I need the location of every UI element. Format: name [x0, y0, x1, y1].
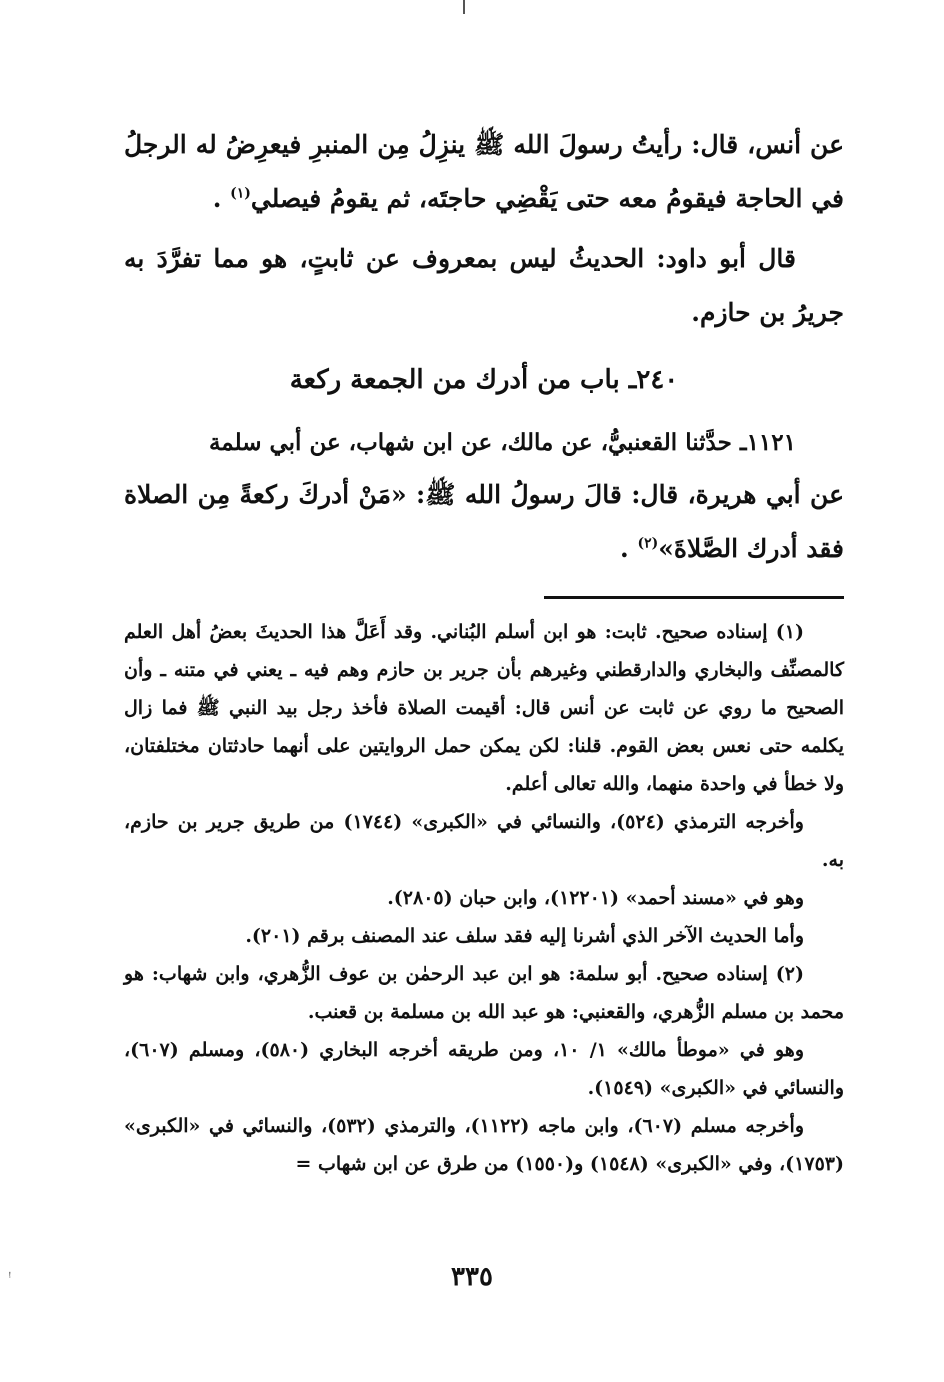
page-number: ٣٣٥	[451, 1262, 493, 1292]
footnotes	[124, 613, 844, 1183]
hadith-paragraph-2	[124, 468, 844, 576]
footnote-divider	[544, 596, 844, 599]
hadith-2-end: .	[620, 534, 629, 563]
chapter-title: ٢٤٠ـ باب من أدرك من الجمعة ركعة	[289, 365, 679, 395]
footnote-1-musnad: وهو في «مسند أحمد» (١٢٢٠١)، وابن حبان (٢٨٠٥).	[387, 887, 804, 909]
footnote-1-main: (١) إسناده صحيح. ثابت: هو ابن أسلم البُناني. وقد أَعَلَّ هذا الحديثَ بعضُ أهل العلم كالمصنِّف والبخاري والدارقطني وغيرهم بأن جرير بن حازم وهم فيه ـ يعني في متنه ـ وأن الصحيح ما روي عن ثابت عن أنس قال: أقيمت الصلاة فأخذ رجل بيد النبي ﷺ فما زال يكلمه حتى نعس بعض القوم. قلنا: لكن يمكن حمل الروايتين على أنهما حادثتان مختلفتان، ولا خطأ في واحدة منهما، والله تعالى أعلم.	[124, 621, 844, 795]
scan-mark	[463, 0, 465, 14]
footnote-2-muwatta: وهو في «موطأ مالك» ١/ ١٠، ومن طريقه أخرجه البخاري (٥٨٠)، ومسلم (٦٠٧)، والنسائي في «الكبرى» (١٥٤٩).	[124, 1039, 844, 1099]
footnote-1-sources: وأخرجه الترمذي (٥٢٤)، والنسائي في «الكبرى» (١٧٤٤) من طريق جرير بن حازم، به.	[124, 811, 844, 871]
hadith-2-text: عن أبي هريرة، قال: قالَ رسولُ الله ﷺ: «مَنْ أدركَ ركعةً مِن الصلاة فقد أدرك الصَّلاةَ»	[124, 480, 844, 563]
abu-dawud-comment: قال أبو داود: الحديثُ ليس بمعروف عن ثابتٍ، هو مما تفرَّدَ به جريرُ بن حازم.	[124, 244, 844, 327]
footnote-1-other: وأما الحديث الآخر الذي أشرنا إليه فقد سلف عند المصنف برقم (٢٠١).	[245, 925, 804, 947]
footnote-ref-2: (٢)	[637, 535, 659, 552]
hadith-chain: ١١٢١ـ حدَّثنا القعنبيُّ، عن مالك، عن ابن شهاب، عن أبي سلمة	[208, 429, 796, 456]
footnote-ref-1: (١)	[230, 185, 251, 202]
footnote-2-main: (٢) إسناده صحيح. أبو سلمة: هو ابن عبد الرحمٰن بن عوف الزُّهري، وابن شهاب: هو محمد بن مسلم الزُّهري، والقعنبي: هو عبد الله بن مسلمة بن قعنب.	[124, 963, 844, 1023]
page-content	[124, 118, 844, 1183]
hadith-paragraph-1	[124, 118, 844, 226]
hadith-1-end: .	[212, 184, 222, 213]
scan-edge-mark: ꜝ	[8, 1270, 12, 1286]
hadith-1-text: عن أنس، قال: رأيتُ رسولَ الله ﷺ ينزِلُ مِن المنبرِ فيعرِضُ له الرجلُ في الحاجة فيقومُ معه حتى يَقْضِي حاجتَه، ثم يقومُ فيصلي	[124, 130, 844, 213]
footnote-2-sources: وأخرجه مسلم (٦٠٧)، وابن ماجه (١١٢٢)، والترمذي (٥٣٢)، والنسائي في «الكبرى» (١٧٥٣)، وفي «الكبرى» (١٥٤٨) و(١٥٥٠) من طرق عن ابن شهاب =	[124, 1115, 844, 1175]
